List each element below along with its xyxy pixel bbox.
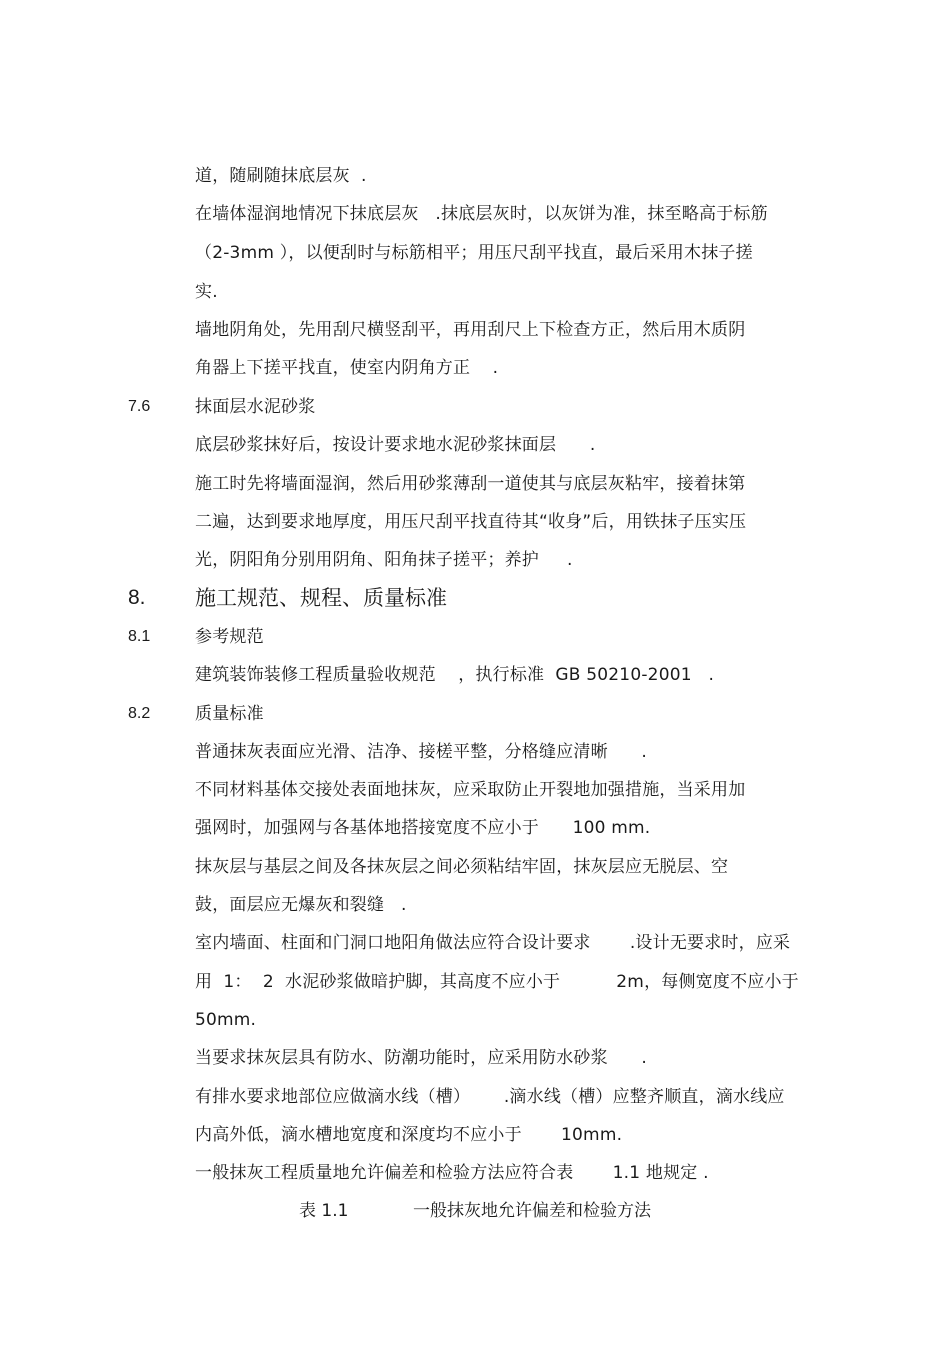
section-title: 抹面层水泥砂浆: [195, 397, 316, 417]
text-line: 二遍，达到要求地厚度，用压尺刮平找直待其“收身”后，用铁抹子压实压: [195, 512, 747, 532]
text-line: 当要求抹灰层具有防水、防潮功能时，应采用防水砂浆 .: [195, 1048, 648, 1068]
text-line: 建筑装饰装修工程质量验收规范 ，执行标准 GB 50210-2001 .: [195, 665, 715, 685]
text-line: 墙地阴角处，先用刮尺横竖刮平，再用刮尺上下检查方正，然后用木质阴: [195, 320, 746, 340]
text-line: 室内墙面、柱面和门洞口地阳角做法应符合设计要求 .设计无要求时，应采: [195, 933, 791, 953]
text-line: 鼓，面层应无爆灰和裂缝 .: [195, 895, 407, 915]
text-line: 实.: [195, 282, 218, 302]
text-line: 用 1： 2 水泥砂浆做暗护脚，其高度不应小于 2m，每侧宽度不应小于: [195, 972, 799, 992]
text-line: 有排水要求地部位应做滴水线（槽） .滴水线（槽）应整齐顺直，滴水线应: [195, 1087, 785, 1107]
text-line: 光，阴阳角分别用阴角、阳角抹子搓平；养护 .: [195, 550, 573, 570]
text-line: 普通抹灰表面应光滑、洁净、接槎平整，分格缝应清晰 .: [195, 742, 648, 762]
text-line: 抹灰层与基层之间及各抹灰层之间必须粘结牢固，抹灰层应无脱层、空: [195, 857, 729, 877]
text-line: 道，随刷随抹底层灰 .: [195, 166, 367, 186]
text-line: 一般抹灰工程质量地允许偏差和检验方法应符合表 1.1 地规定 .: [195, 1163, 709, 1183]
section-number: 7.6: [128, 398, 151, 415]
text-line: 50mm.: [195, 1010, 257, 1030]
section-number: 8.2: [128, 705, 151, 722]
section-title: 参考规范: [195, 627, 264, 647]
chapter-title: 施工规范、规程、质量标准: [195, 586, 447, 610]
text-line: 内高外低，滴水槽地宽度和深度均不应小于 10mm.: [195, 1125, 623, 1145]
text-line: 强网时，加强网与各基体地搭接宽度不应小于 100 mm.: [195, 818, 651, 838]
chapter-number: 8.: [128, 586, 146, 609]
text-line: 底层砂浆抹好后，按设计要求地水泥砂浆抹面层 .: [195, 435, 596, 455]
section-title: 质量标准: [195, 704, 264, 724]
text-line: （2-3mm ），以便刮时与标筋相平；用压尺刮平找直，最后采用木抹子搓: [195, 243, 753, 263]
table-caption-number: 表 1.1: [299, 1201, 349, 1221]
text-line: 角器上下搓平找直，使室内阴角方正 .: [195, 358, 499, 378]
text-line: 不同材料基体交接处表面地抹灰，应采取防止开裂地加强措施，当采用加: [195, 780, 746, 800]
section-number: 8.1: [128, 628, 151, 645]
text-line: 施工时先将墙面湿润，然后用砂浆薄刮一道使其与底层灰粘牢，接着抹第: [195, 474, 746, 494]
text-line: 在墙体湿润地情况下抹底层灰 .抹底层灰时，以灰饼为准，抹至略高于标筋: [195, 204, 768, 224]
table-caption-title: 一般抹灰地允许偏差和检验方法: [413, 1201, 651, 1221]
